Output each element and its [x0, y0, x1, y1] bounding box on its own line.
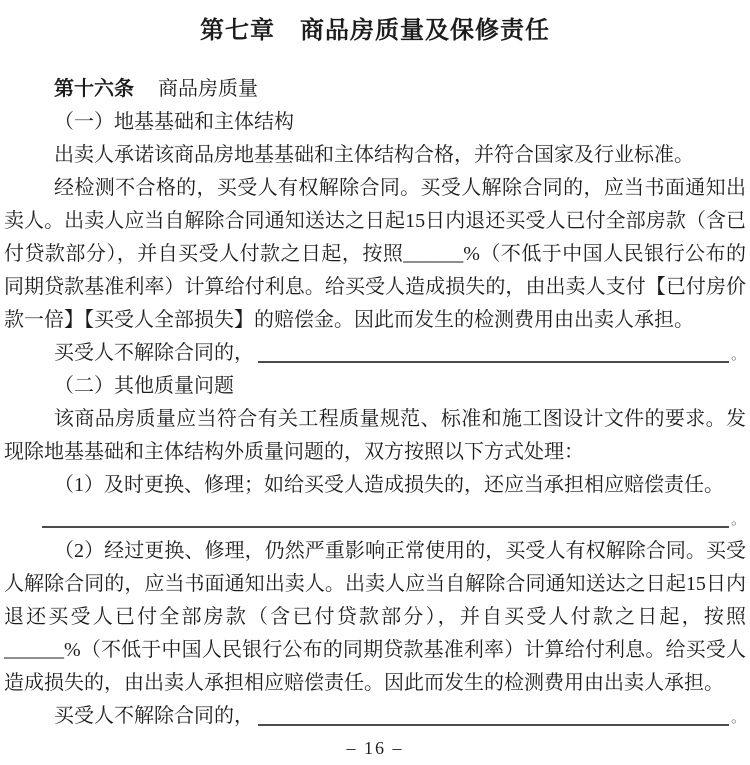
article-heading	[4, 73, 746, 106]
page-number: – 16 –	[346, 738, 404, 758]
list-item-2: （2）经过更换、修理，仍然严重影响正常使用的，买受人有权解除合同。买受人解除合同的，应当书面通知出卖人。出卖人应当自解除合同通知送达之日起15日内退还买受人已付全部房款（含已付贷款部分），并自买受人付款之日起，按照______%（不低于中国人民银行公布的同期贷款基准利率）计算给付利息。给买受人造成损失的，由出卖人承担相应赔偿责任。因此而发生的检测费用由出卖人承担。	[4, 540, 746, 694]
page-body	[4, 73, 746, 733]
section-2-heading: （二）其他质量问题	[54, 375, 234, 397]
blank-rule-line	[4, 502, 746, 535]
article-number: 第十六条	[54, 78, 134, 100]
blank-underline	[258, 706, 729, 726]
blank-underline	[258, 343, 729, 363]
paragraph-inspection-failure: 经检测不合格的，买受人有权解除合同。买受人解除合同的，应当书面通知出卖人。出卖人应当自解除合同通知送达之日起15日内退还买受人已付全部房款（含已付贷款部分），并自买受人付款之日起，按照______%（不低于中国人民银行公布的同期贷款基准利率）计算给付利息。给买受人造成损失的，由出卖人支付【已付房价款一倍】【买受人全部损失】的赔偿金。因此而发生的检测费用由出卖人承担。	[4, 177, 746, 331]
chapter-title: 第七章 商品房质量及保修责任	[200, 17, 550, 44]
section-1-heading: （一）地基基础和主体结构	[54, 111, 294, 133]
fill-line-no-termination-1	[4, 337, 746, 370]
fill-line-label: 买受人不解除合同的，	[54, 342, 254, 364]
fill-line-label: 买受人不解除合同的，	[54, 705, 254, 727]
list-item-1: （1）及时更换、修理；如给买受人造成损失的，还应当承担相应赔偿责任。	[54, 474, 724, 496]
paragraph-seller-commitment: 出卖人承诺该商品房地基基础和主体结构合格，并符合国家及行业标准。	[54, 144, 694, 166]
full-stop: 。	[730, 512, 746, 528]
blank-underline	[42, 508, 729, 528]
full-stop: 。	[730, 347, 746, 363]
article-name: 商品房质量	[158, 78, 258, 100]
paragraph-other-quality: 该商品房质量应当符合有关工程质量规范、标准和施工图设计文件的要求。发现除地基基础和主体结构外质量问题的，双方按照以下方式处理：	[4, 408, 746, 463]
full-stop: 。	[730, 710, 746, 726]
fill-line-no-termination-2	[4, 700, 746, 733]
